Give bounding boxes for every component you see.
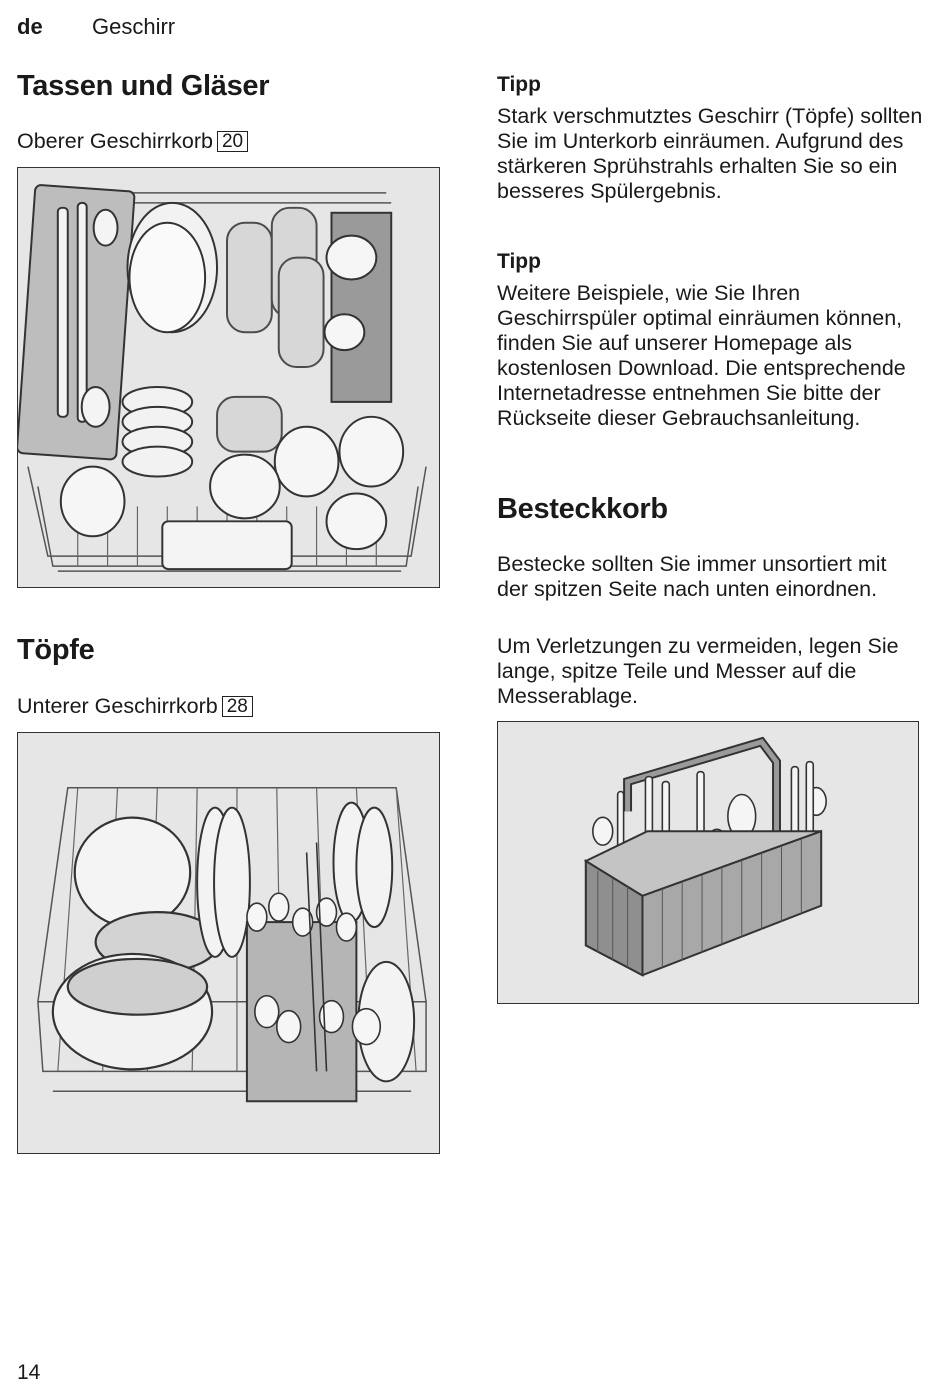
figure-lower-basket (17, 732, 440, 1154)
figure-cutlery-basket (497, 721, 919, 1004)
page-number: 14 (17, 1361, 41, 1384)
cutlery-paragraph-2: Um Verletzungen zu vermeiden, legen Sie lange, spitze Teile und Messer auf die Messerablage. (497, 634, 899, 708)
language-code: de (17, 14, 43, 39)
figure-upper-basket (17, 167, 440, 588)
caption-upper-text: Oberer Geschirrkorb (17, 129, 213, 153)
cutlery-paragraph-1: Bestecke sollten Sie immer unsortiert mit der spitzen Seite nach unten einordnen. (497, 552, 887, 601)
cutlery-basket-illustration (498, 722, 918, 1003)
upper-basket-number: 20 (217, 131, 248, 152)
caption-lower-basket (17, 694, 253, 719)
lower-basket-number: 28 (222, 696, 253, 717)
caption-lower-text: Unterer Geschirrkorb (17, 694, 218, 718)
upper-basket-illustration (18, 168, 439, 587)
section-title: Geschirr (92, 14, 176, 39)
heading-cups-glasses: Tassen und Gläser (17, 70, 270, 102)
caption-upper-basket (17, 129, 248, 154)
heading-cutlery-basket: Besteckkorb (497, 493, 668, 525)
tip2-text: Weitere Beispiele, wie Sie Ihren Geschirrspüler optimal einräumen können, finden Sie auf unserer Homepage als kostenlosen Download. Die entsprechende Internetadresse entnehmen Sie bitte der Rückseite dieser Gebrauchsanleitung. (497, 281, 906, 430)
tip1-text: Stark verschmutztes Geschirr (Töpfe) sollten Sie im Unterkorb einräumen. Aufgrund des stärkeren Sprühstrahls erhalten Sie so ein besseres Spülergebnis. (497, 104, 923, 203)
heading-pots: Töpfe (17, 634, 95, 666)
lower-basket-illustration (18, 733, 439, 1153)
tip1-heading: Tipp (497, 73, 541, 96)
tip2-heading: Tipp (497, 250, 541, 273)
